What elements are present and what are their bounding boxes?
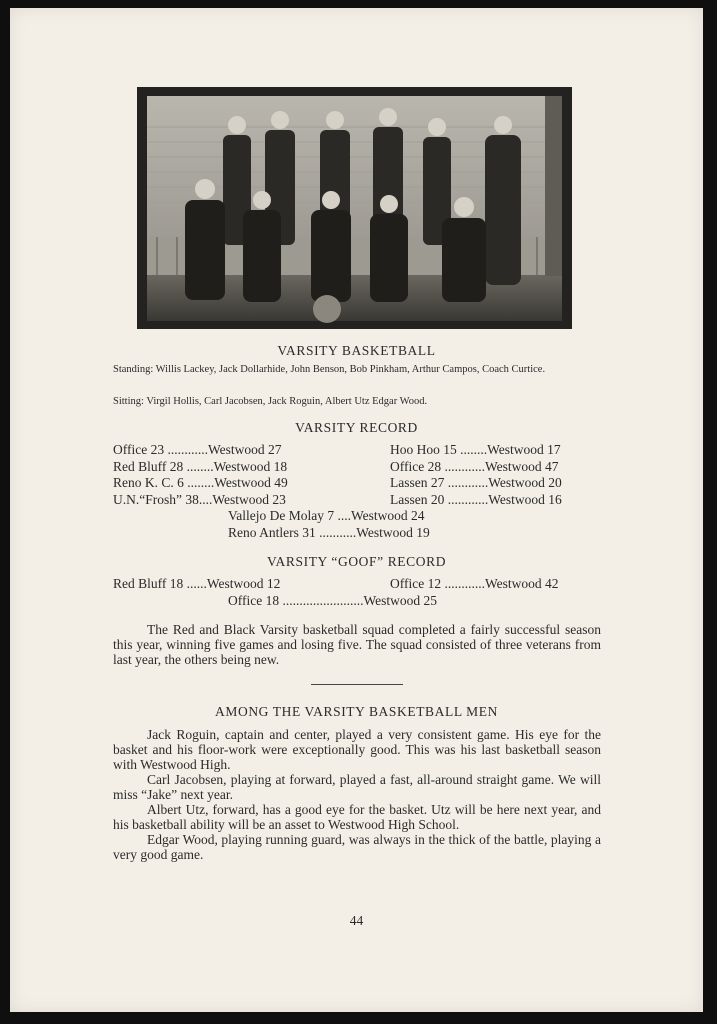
yearbook-page: [10, 8, 703, 1012]
season-summary: [113, 622, 601, 667]
goof-left: Red Bluff 18 ......Westwood 12: [113, 576, 281, 591]
page-number: 44: [349, 913, 364, 928]
goof-right: Office 12 ............Westwood 42: [390, 576, 559, 591]
record-right-4: Lassen 20 ............Westwood 16: [390, 492, 562, 507]
men-paragraphs: [113, 727, 601, 862]
photo-caption-title: VARSITY BASKETBALL: [277, 343, 436, 358]
summary-paragraph: The Red and Black Varsity basketball squad completed a fairly successful season this year, winning five games and losing five. The squad consisted of three veterans from last year, the others being new.: [113, 622, 601, 667]
team-photo-icon: [137, 87, 572, 329]
jacobsen-paragraph: Carl Jacobsen, playing at forward, played a fast, all-around straight game. We will miss “Jake” next year.: [113, 772, 601, 802]
caption-standing: Standing: Willis Lackey, Jack Dollarhide, John Benson, Bob Pinkham, Arthur Campos, Coach Curtice.: [113, 364, 546, 375]
team-photo: [137, 87, 572, 329]
record-center-1: Vallejo De Molay 7 ....Westwood 24: [228, 508, 425, 523]
varsity-record-title: VARSITY RECORD: [295, 420, 418, 435]
roguin-paragraph: Jack Roguin, captain and center, played a very consistent game. His eye for the basket and his floor-work were exceptionally good. This was his last basketball season with Westwood High.: [113, 727, 601, 772]
basketball-men-title: AMONG THE VARSITY BASKETBALL MEN: [215, 704, 498, 719]
record-right-1: Hoo Hoo 15 ........Westwood 17: [390, 442, 561, 457]
section-divider: [311, 684, 403, 685]
goof-record-title: VARSITY “GOOF” RECORD: [266, 554, 447, 569]
record-left-4: U.N.“Frosh” 38....Westwood 23: [113, 492, 286, 507]
goof-center: Office 18 ........................Westwood 25: [228, 593, 438, 608]
caption-sitting: Sitting: Virgil Hollis, Carl Jacobsen, Jack Roguin, Albert Utz Edgar Wood.: [113, 396, 428, 407]
record-center-2: Reno Antlers 31 ...........Westwood 19: [228, 525, 430, 540]
record-left-1: Office 23 ............Westwood 27: [113, 442, 282, 457]
record-left-2: Red Bluff 28 ........Westwood 18: [113, 459, 288, 474]
utz-paragraph: Albert Utz, forward, has a good eye for the basket. Utz will be here next year, and his basketball ability will be an asset to Westwood High School.: [113, 802, 601, 832]
record-left-3: Reno K. C. 6 ........Westwood 49: [113, 475, 288, 490]
record-right-2: Office 28 ............Westwood 47: [390, 459, 559, 474]
record-right-3: Lassen 27 ............Westwood 20: [390, 475, 562, 490]
wood-paragraph: Edgar Wood, playing running guard, was always in the thick of the battle, playing a very good game.: [113, 832, 601, 862]
